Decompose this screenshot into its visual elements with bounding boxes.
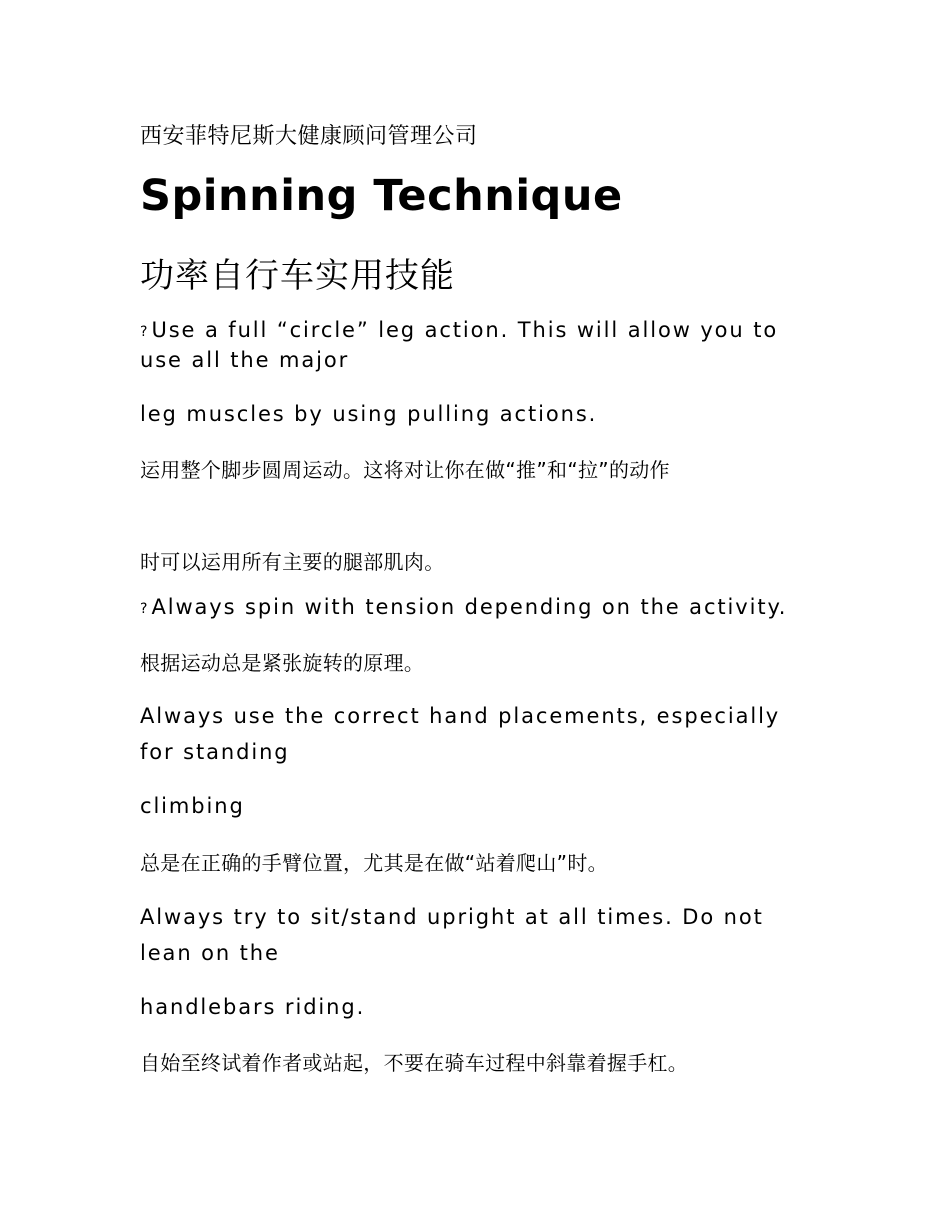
paragraph-full-circle-zh: 运用整个脚步圆周运动。这将对让你在做“推”和“拉”的动作 — [140, 458, 670, 482]
document-subtitle: 功率自行车实用技能 — [140, 256, 455, 296]
paragraph-text: Always spin with tension depending on the activity. — [151, 595, 788, 619]
paragraph-leg-muscles-zh: 时可以运用所有主要的腿部肌肉。 — [140, 550, 445, 574]
paragraph-tension-en — [140, 592, 810, 624]
paragraph-tension-zh: 根据运动总是紧张旋转的原理。 — [140, 651, 425, 675]
paragraph-text: Use a full “circle” leg action. This will allow you to use all the major — [140, 318, 779, 372]
paragraph-handlebars-en: handlebars riding. — [140, 995, 366, 1019]
paragraph-upright-zh: 自始至终试着作者或站起，不要在骑车过程中斜靠着握手杠。 — [140, 1051, 689, 1075]
company-name: 西安菲特尼斯大健康顾问管理公司 — [140, 124, 478, 149]
document-title: Spinning Technique — [140, 171, 623, 221]
paragraph-climbing-en: climbing — [140, 794, 245, 818]
paragraph-hand-placements-zh: 总是在正确的手臂位置，尤其是在做“站着爬山”时。 — [140, 851, 608, 875]
paragraph-pulling-actions-en: leg muscles by using pulling actions. — [140, 402, 598, 426]
bullet-glyph: ? — [140, 324, 148, 340]
bullet-glyph: ? — [140, 601, 148, 617]
paragraph-upright-en: Always try to sit/stand upright at all times. Do not lean on the — [140, 905, 764, 965]
paragraph-hand-placements-en: Always use the correct hand placements, especially for standing — [140, 704, 781, 764]
paragraph-full-circle-en — [140, 316, 810, 374]
